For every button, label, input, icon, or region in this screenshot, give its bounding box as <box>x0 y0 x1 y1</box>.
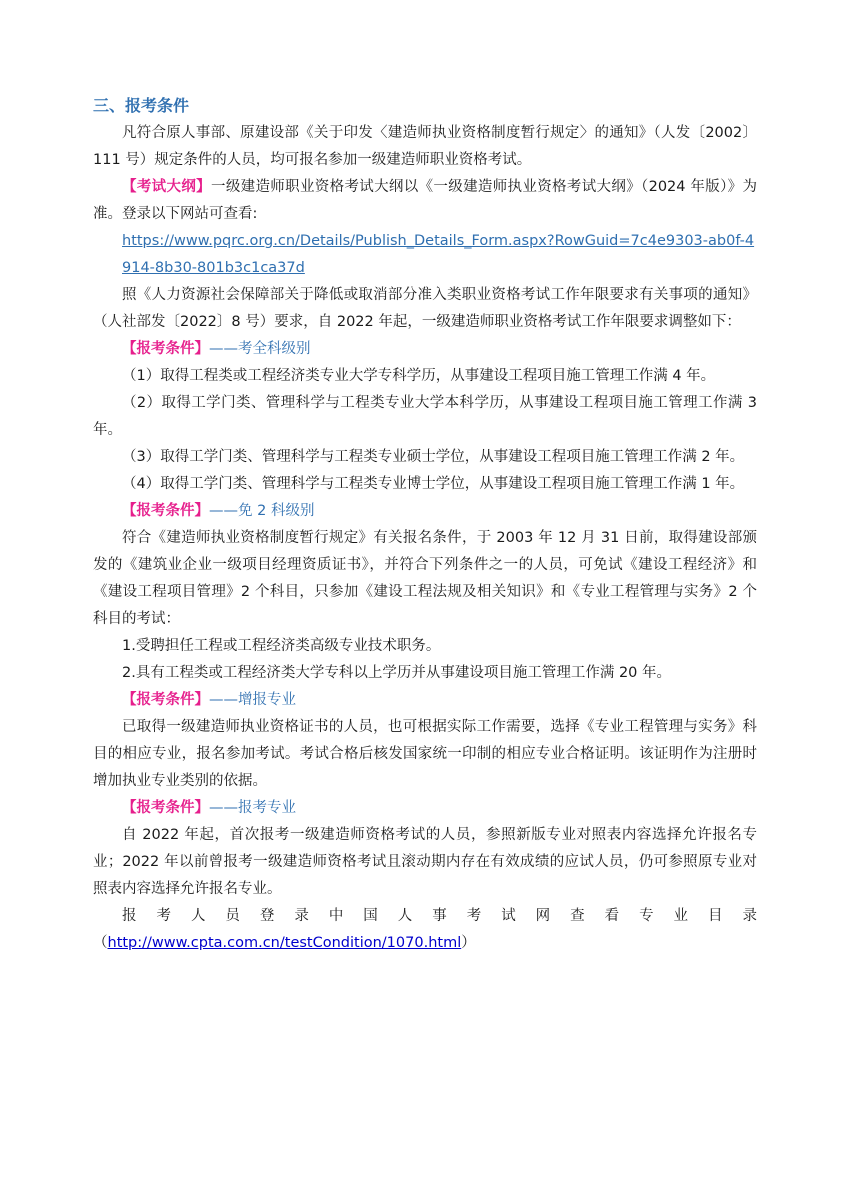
add-specialty-tag: 【报考条件】 <box>122 692 209 708</box>
exempt-level-title: ——免 2 科级别 <box>209 503 315 519</box>
syllabus-link[interactable]: https://www.pqrc.org.cn/Details/Publish_Details_Form.aspx?RowGuid=7c4e9303-ab0f-4914-8b30-801b3c1ca37d <box>122 233 755 276</box>
full-level-heading <box>93 336 757 363</box>
syllabus-paragraph <box>93 174 757 228</box>
full-level-item-4: （4）取得工学门类、管理科学与工程类专业博士学位，从事建设工程项目施工管理工作满 1 年。 <box>122 476 745 492</box>
lookup-suffix: ） <box>461 935 476 951</box>
apply-specialty-tag: 【报考条件】 <box>122 800 209 816</box>
cpta-link[interactable]: http://www.cpta.com.cn/testCondition/1070.html <box>107 935 462 951</box>
full-level-tag: 【报考条件】 <box>122 341 209 357</box>
apply-specialty-heading <box>93 795 757 822</box>
exempt-level-item-1: 1.受聘担任工程或工程经济类高级专业技术职务。 <box>122 638 441 654</box>
apply-specialty-title: ——报考专业 <box>209 800 296 816</box>
full-level-item-3: （3）取得工学门类、管理科学与工程类专业硕士学位，从事建设工程项目施工管理工作满 2 年。 <box>122 449 745 465</box>
add-specialty-paragraph: 已取得一级建造师执业资格证书的人员，也可根据实际工作需要，选择《专业工程管理与实务》科目的相应专业，报名参加考试。考试合格后核发国家统一印制的相应专业合格证明。该证明作为注册时增加执业专业类别的依据。 <box>93 719 757 789</box>
intro-paragraph: 凡符合原人事部、原建设部《关于印发〈建造师执业资格制度暂行规定〉的通知》（人发〔2002〕111 号）规定条件的人员，均可报名参加一级建造师职业资格考试。 <box>93 125 757 168</box>
section-title: 三、报考条件 <box>93 96 190 115</box>
syllabus-text: 一级建造师职业资格考试大纲以《一级建造师执业资格考试大纲》（2024 年版）》为准。登录以下网站可查看: <box>93 179 758 222</box>
full-level-item-2: （2）取得工学门类、管理科学与工程类专业大学本科学历，从事建设工程项目施工管理工作满 3 年。 <box>93 395 757 438</box>
lookup-paragraph <box>93 903 757 957</box>
full-level-title: ——考全科级别 <box>209 341 311 357</box>
full-level-item-1: （1）取得工程类或工程经济类专业大学专科学历，从事建设工程项目施工管理工作满 4 年。 <box>122 368 716 384</box>
adjustment-paragraph: 照《人力资源社会保障部关于降低或取消部分准入类职业资格考试工作年限要求有关事项的通知》（人社部发〔2022〕8 号）要求，自 2022 年起，一级建造师职业资格考试工作年限要求调整如下： <box>93 287 757 330</box>
add-specialty-title: ——增报专业 <box>209 692 296 708</box>
exempt-level-heading <box>93 498 757 525</box>
lookup-prefix: 报考人员登录中国人事考试网查看专业目录（ <box>93 908 757 951</box>
exempt-level-item-2: 2.具有工程类或工程经济类大学专科以上学历并从事建设项目施工管理工作满 20 年。 <box>122 665 672 681</box>
syllabus-url-line <box>93 228 757 282</box>
add-specialty-heading <box>93 687 757 714</box>
syllabus-tag: 【考试大纲】 <box>122 179 211 195</box>
exempt-level-paragraph: 符合《建造师执业资格制度暂行规定》有关报名条件，于 2003 年 12 月 31 日前，取得建设部颁发的《建筑业企业一级项目经理资质证书》，并符合下列条件之一的人员，可免试《建设工程经济》和《建设工程项目管理》2 个科目，只参加《建设工程法规及相关知识》和《专业工程管理与实务》2 个科目的考试： <box>93 530 757 627</box>
exempt-level-tag: 【报考条件】 <box>122 503 209 519</box>
apply-specialty-paragraph: 自 2022 年起，首次报考一级建造师资格考试的人员，参照新版专业对照表内容选择允许报名专业；2022 年以前曾报考一级建造师资格考试且滚动期内存在有效成绩的应试人员，仍可参照原专业对照表内容选择允许报名专业。 <box>93 827 757 897</box>
